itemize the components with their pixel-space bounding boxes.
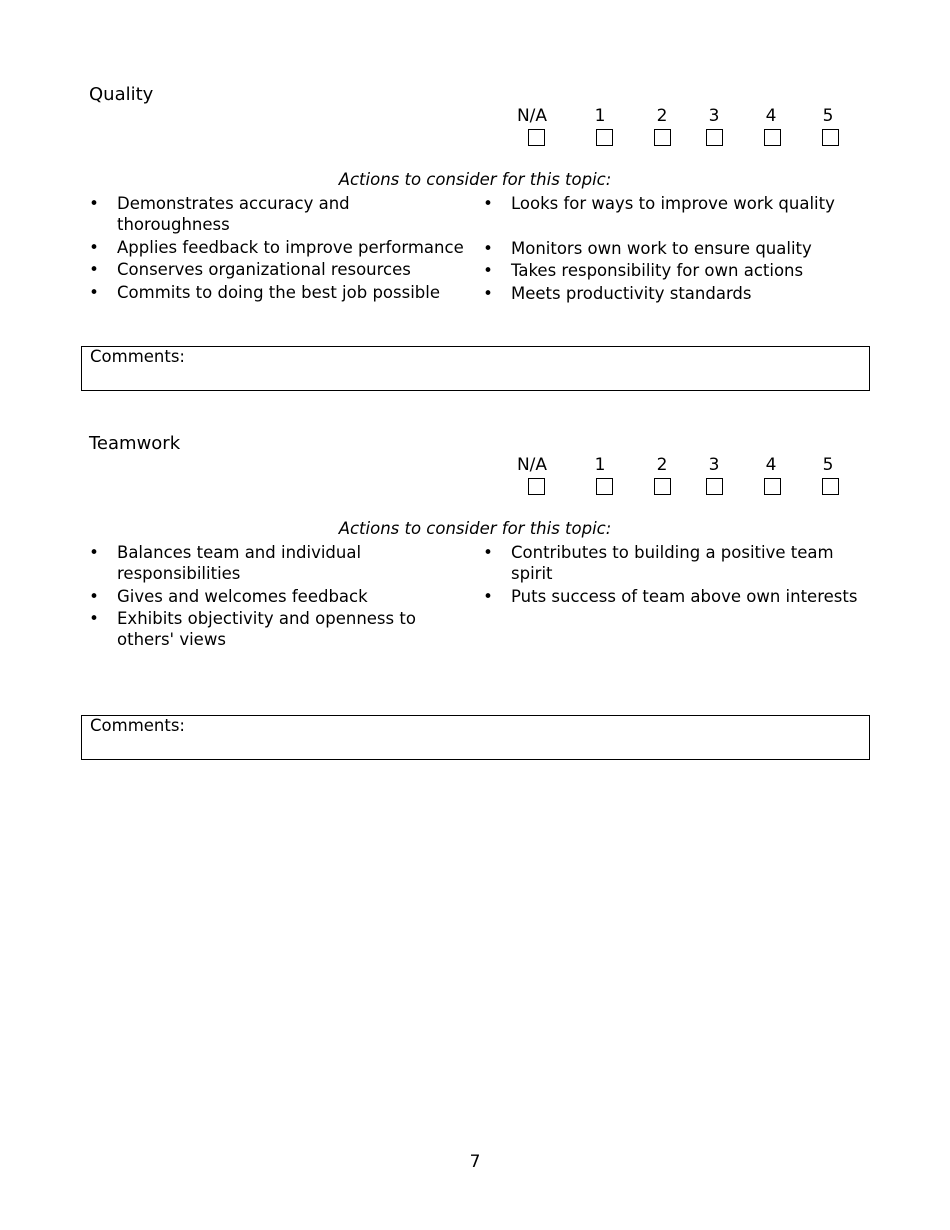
bullet-icon: • (483, 283, 493, 303)
list-item: • Meets productivity standards (483, 283, 752, 303)
bullet-icon: • (89, 586, 99, 606)
quality-checkbox-3[interactable] (706, 129, 723, 146)
bullet-icon: • (483, 238, 493, 258)
scale-label-na: N/A (516, 455, 548, 475)
comments-label: Comments: (90, 347, 185, 366)
list-item: • Monitors own work to ensure quality (483, 238, 812, 258)
teamwork-checkbox-2[interactable] (654, 478, 671, 495)
scale-label-4: 4 (765, 455, 777, 475)
list-item: • Puts success of team above own interests (483, 586, 858, 606)
quality-actions-right (483, 193, 883, 305)
scale-label-na: N/A (516, 106, 548, 126)
bullet-icon: • (483, 543, 493, 562)
scale-label-2: 2 (656, 455, 668, 475)
teamwork-checkbox-5[interactable] (822, 478, 839, 495)
bullet-icon: • (89, 260, 99, 279)
teamwork-checkbox-3[interactable] (706, 478, 723, 495)
actions-heading-teamwork: Actions to consider for this topic: (338, 519, 612, 538)
actions-heading-quality: Actions to consider for this topic: (338, 170, 612, 189)
scale-label-4: 4 (765, 106, 777, 126)
scale-label-1: 1 (594, 455, 606, 475)
list-item: • Contributes to building a positive team spirit (483, 543, 834, 583)
list-item: • Demonstrates accuracy and thoroughness (89, 194, 350, 234)
bullet-icon: • (89, 237, 99, 257)
section-title-teamwork: Teamwork (89, 433, 181, 454)
bullet-icon: • (89, 609, 99, 628)
list-item: • Takes responsibility for own actions (483, 261, 804, 280)
list-item: • Applies feedback to improve performance (89, 237, 464, 257)
teamwork-checkbox-1[interactable] (596, 478, 613, 495)
list-item: • Exhibits objectivity and openness to others' views (89, 609, 416, 649)
section-title-quality: Quality (89, 84, 154, 105)
bullet-icon: • (483, 261, 493, 280)
quality-checkbox-4[interactable] (764, 129, 781, 146)
bullet-icon: • (89, 282, 99, 302)
bullet-icon: • (483, 194, 493, 213)
scale-label-3: 3 (708, 455, 720, 475)
teamwork-checkbox-na[interactable] (528, 478, 545, 495)
comments-label: Comments: (90, 716, 185, 735)
scale-label-5: 5 (822, 106, 834, 126)
scale-label-3: 3 (708, 106, 720, 126)
list-item: • Balances team and individual responsibilities (89, 543, 362, 583)
quality-checkbox-2[interactable] (654, 129, 671, 146)
teamwork-actions-left (89, 542, 434, 652)
page-number: 7 (469, 1152, 481, 1172)
quality-actions-left (89, 193, 464, 304)
list-item: • Conserves organizational resources (89, 260, 411, 279)
quality-comments-box[interactable] (81, 346, 870, 391)
scale-label-1: 1 (594, 106, 606, 126)
list-item: • Commits to doing the best job possible (89, 282, 441, 302)
teamwork-actions-right (483, 542, 878, 608)
quality-checkbox-1[interactable] (596, 129, 613, 146)
bullet-icon: • (483, 586, 493, 606)
scale-label-5: 5 (822, 455, 834, 475)
teamwork-checkbox-4[interactable] (764, 478, 781, 495)
scale-label-2: 2 (656, 106, 668, 126)
quality-checkbox-5[interactable] (822, 129, 839, 146)
teamwork-comments-box[interactable] (81, 715, 870, 760)
list-item: • Looks for ways to improve work quality (483, 194, 835, 213)
list-item: • Gives and welcomes feedback (89, 586, 368, 606)
quality-checkbox-na[interactable] (528, 129, 545, 146)
bullet-icon: • (89, 543, 99, 562)
bullet-icon: • (89, 194, 99, 213)
